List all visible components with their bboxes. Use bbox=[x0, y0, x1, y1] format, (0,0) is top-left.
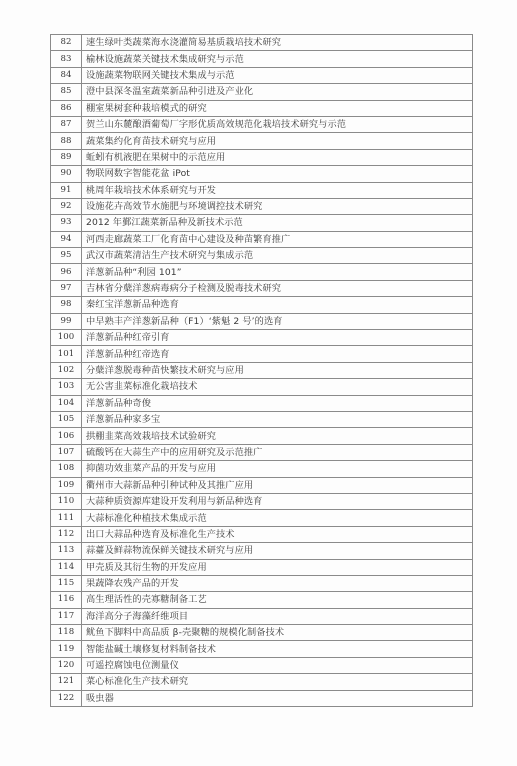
project-title: 出口大蒜品种选育及标准化生产技术 bbox=[82, 526, 473, 542]
project-title: 海洋高分子海藻纤维项目 bbox=[82, 608, 473, 624]
table-row bbox=[51, 411, 473, 427]
row-number: 92 bbox=[51, 198, 82, 214]
table-row bbox=[51, 575, 473, 591]
table-row bbox=[51, 674, 473, 690]
row-number: 114 bbox=[51, 559, 82, 575]
project-title: 2012 年鄞江蔬菜新品种及新技术示范 bbox=[82, 215, 473, 231]
project-title: 智能盐碱土壤修复材料制备技术 bbox=[82, 641, 473, 657]
row-number: 110 bbox=[51, 493, 82, 509]
table-row bbox=[51, 379, 473, 395]
row-number: 91 bbox=[51, 182, 82, 198]
row-number: 121 bbox=[51, 674, 82, 690]
row-number: 102 bbox=[51, 362, 82, 378]
table-row bbox=[51, 362, 473, 378]
row-number: 89 bbox=[51, 149, 82, 165]
project-title: 高生理活性的壳寡糖制备工艺 bbox=[82, 592, 473, 608]
project-title: 中早熟丰产洋葱新品种（F1）‘紫魁 2 号’的选育 bbox=[82, 313, 473, 329]
row-number: 103 bbox=[51, 379, 82, 395]
row-number: 109 bbox=[51, 477, 82, 493]
table-row bbox=[51, 395, 473, 411]
project-title: 抑菌功效韭菜产品的开发与应用 bbox=[82, 461, 473, 477]
row-number: 96 bbox=[51, 264, 82, 280]
project-title: 无公害韭菜标准化栽培技术 bbox=[82, 379, 473, 395]
project-title: 速生绿叶类蔬菜海水浇灌简易基质栽培技术研究 bbox=[82, 35, 473, 51]
table-row bbox=[51, 198, 473, 214]
table-row bbox=[51, 67, 473, 83]
table-row bbox=[51, 477, 473, 493]
table-row bbox=[51, 215, 473, 231]
row-number: 100 bbox=[51, 330, 82, 346]
row-number: 93 bbox=[51, 215, 82, 231]
table-row bbox=[51, 559, 473, 575]
row-number: 108 bbox=[51, 461, 82, 477]
project-title: 可遥控腐蚀电位测量仪 bbox=[82, 657, 473, 673]
project-title: 洋葱新品种“利园 101” bbox=[82, 264, 473, 280]
table-row bbox=[51, 248, 473, 264]
row-number: 113 bbox=[51, 543, 82, 559]
row-number: 98 bbox=[51, 297, 82, 313]
row-number: 82 bbox=[51, 35, 82, 51]
table-row bbox=[51, 641, 473, 657]
table-row bbox=[51, 280, 473, 296]
table-row bbox=[51, 297, 473, 313]
row-number: 104 bbox=[51, 395, 82, 411]
project-title: 衢州市大蒜新品种引种试种及其推广应用 bbox=[82, 477, 473, 493]
table-row bbox=[51, 133, 473, 149]
project-title: 河西走廊蔬菜工厂化育苗中心建设及种苗繁育推广 bbox=[82, 231, 473, 247]
row-number: 117 bbox=[51, 608, 82, 624]
table-row bbox=[51, 690, 473, 706]
project-title: 吉林省分蘖洋葱病毒病分子检测及脱毒技术研究 bbox=[82, 280, 473, 296]
table-row bbox=[51, 149, 473, 165]
table-row bbox=[51, 444, 473, 460]
project-title: 鱿鱼下脚料中高品质 β-壳聚糖的规模化制备技术 bbox=[82, 625, 473, 641]
row-number: 107 bbox=[51, 444, 82, 460]
row-number: 84 bbox=[51, 67, 82, 83]
row-number: 106 bbox=[51, 428, 82, 444]
project-title: 甲壳质及其衍生物的开发应用 bbox=[82, 559, 473, 575]
row-number: 101 bbox=[51, 346, 82, 362]
table-row bbox=[51, 428, 473, 444]
table-row bbox=[51, 543, 473, 559]
project-title: 大蒜种质资源库建设开发利用与新品种选育 bbox=[82, 493, 473, 509]
project-title: 果蔬降农残产品的开发 bbox=[82, 575, 473, 591]
project-title: 蒜薹及鲜蒜物流保鲜关键技术研究与应用 bbox=[82, 543, 473, 559]
table-row bbox=[51, 100, 473, 116]
row-number: 116 bbox=[51, 592, 82, 608]
row-number: 118 bbox=[51, 625, 82, 641]
table-row bbox=[51, 313, 473, 329]
row-number: 99 bbox=[51, 313, 82, 329]
table-row bbox=[51, 264, 473, 280]
table-row bbox=[51, 625, 473, 641]
table-row bbox=[51, 166, 473, 182]
row-number: 90 bbox=[51, 166, 82, 182]
project-title: 武汉市蔬菜清洁生产技术研究与集成示范 bbox=[82, 248, 473, 264]
row-number: 122 bbox=[51, 690, 82, 706]
table-row bbox=[51, 84, 473, 100]
row-number: 119 bbox=[51, 641, 82, 657]
project-title: 大蒜标准化种植技术集成示范 bbox=[82, 510, 473, 526]
project-title: 设施花卉高效节水施肥与环境调控技术研究 bbox=[82, 198, 473, 214]
row-number: 120 bbox=[51, 657, 82, 673]
project-title: 澄中县深冬温室蔬菜新品种引进及产业化 bbox=[82, 84, 473, 100]
project-title: 吸虫器 bbox=[82, 690, 473, 706]
table-row bbox=[51, 493, 473, 509]
row-number: 85 bbox=[51, 84, 82, 100]
project-title: 物联网数字智能花盆 iPot bbox=[82, 166, 473, 182]
table-row bbox=[51, 592, 473, 608]
project-title: 贺兰山东麓酿酒葡萄厂字形优质高效规范化栽培技术研究与示范 bbox=[82, 116, 473, 132]
project-title: 蚯蚓有机液肥在果树中的示范应用 bbox=[82, 149, 473, 165]
row-number: 94 bbox=[51, 231, 82, 247]
project-title: 榆林设施蔬菜关键技术集成研究与示范 bbox=[82, 51, 473, 67]
row-number: 97 bbox=[51, 280, 82, 296]
table-row bbox=[51, 510, 473, 526]
project-title: 洋葱新品种红帝引育 bbox=[82, 330, 473, 346]
table-row bbox=[51, 657, 473, 673]
project-title: 洋葱新品种红帝选育 bbox=[82, 346, 473, 362]
project-title: 棚室果树套种栽培模式的研究 bbox=[82, 100, 473, 116]
table-row bbox=[51, 35, 473, 51]
project-title: 分蘖洋葱脱毒种苗快繁技术研究与应用 bbox=[82, 362, 473, 378]
project-title: 洋葱新品种家多宝 bbox=[82, 411, 473, 427]
row-number: 83 bbox=[51, 51, 82, 67]
row-number: 86 bbox=[51, 100, 82, 116]
project-title: 洋葱新品种奇俊 bbox=[82, 395, 473, 411]
row-number: 88 bbox=[51, 133, 82, 149]
row-number: 111 bbox=[51, 510, 82, 526]
row-number: 105 bbox=[51, 411, 82, 427]
table-row bbox=[51, 346, 473, 362]
project-table bbox=[50, 34, 473, 707]
table-row bbox=[51, 116, 473, 132]
project-title: 拱棚韭菜高效栽培技术试验研究 bbox=[82, 428, 473, 444]
table-row bbox=[51, 231, 473, 247]
table-row bbox=[51, 330, 473, 346]
project-title: 桃周年栽培技术体系研究与开发 bbox=[82, 182, 473, 198]
table-row bbox=[51, 526, 473, 542]
row-number: 112 bbox=[51, 526, 82, 542]
project-table-body bbox=[51, 35, 473, 707]
project-title: 菜心标准化生产技术研究 bbox=[82, 674, 473, 690]
table-row bbox=[51, 51, 473, 67]
row-number: 115 bbox=[51, 575, 82, 591]
project-title: 设施蔬菜物联网关键技术集成与示范 bbox=[82, 67, 473, 83]
row-number: 95 bbox=[51, 248, 82, 264]
table-row bbox=[51, 461, 473, 477]
row-number: 87 bbox=[51, 116, 82, 132]
project-title: 秦红宝洋葱新品种选育 bbox=[82, 297, 473, 313]
project-title: 蔬菜集约化育苗技术研究与应用 bbox=[82, 133, 473, 149]
project-title: 硫酸钙在大蒜生产中的应用研究及示范推广 bbox=[82, 444, 473, 460]
table-row bbox=[51, 608, 473, 624]
table-row bbox=[51, 182, 473, 198]
